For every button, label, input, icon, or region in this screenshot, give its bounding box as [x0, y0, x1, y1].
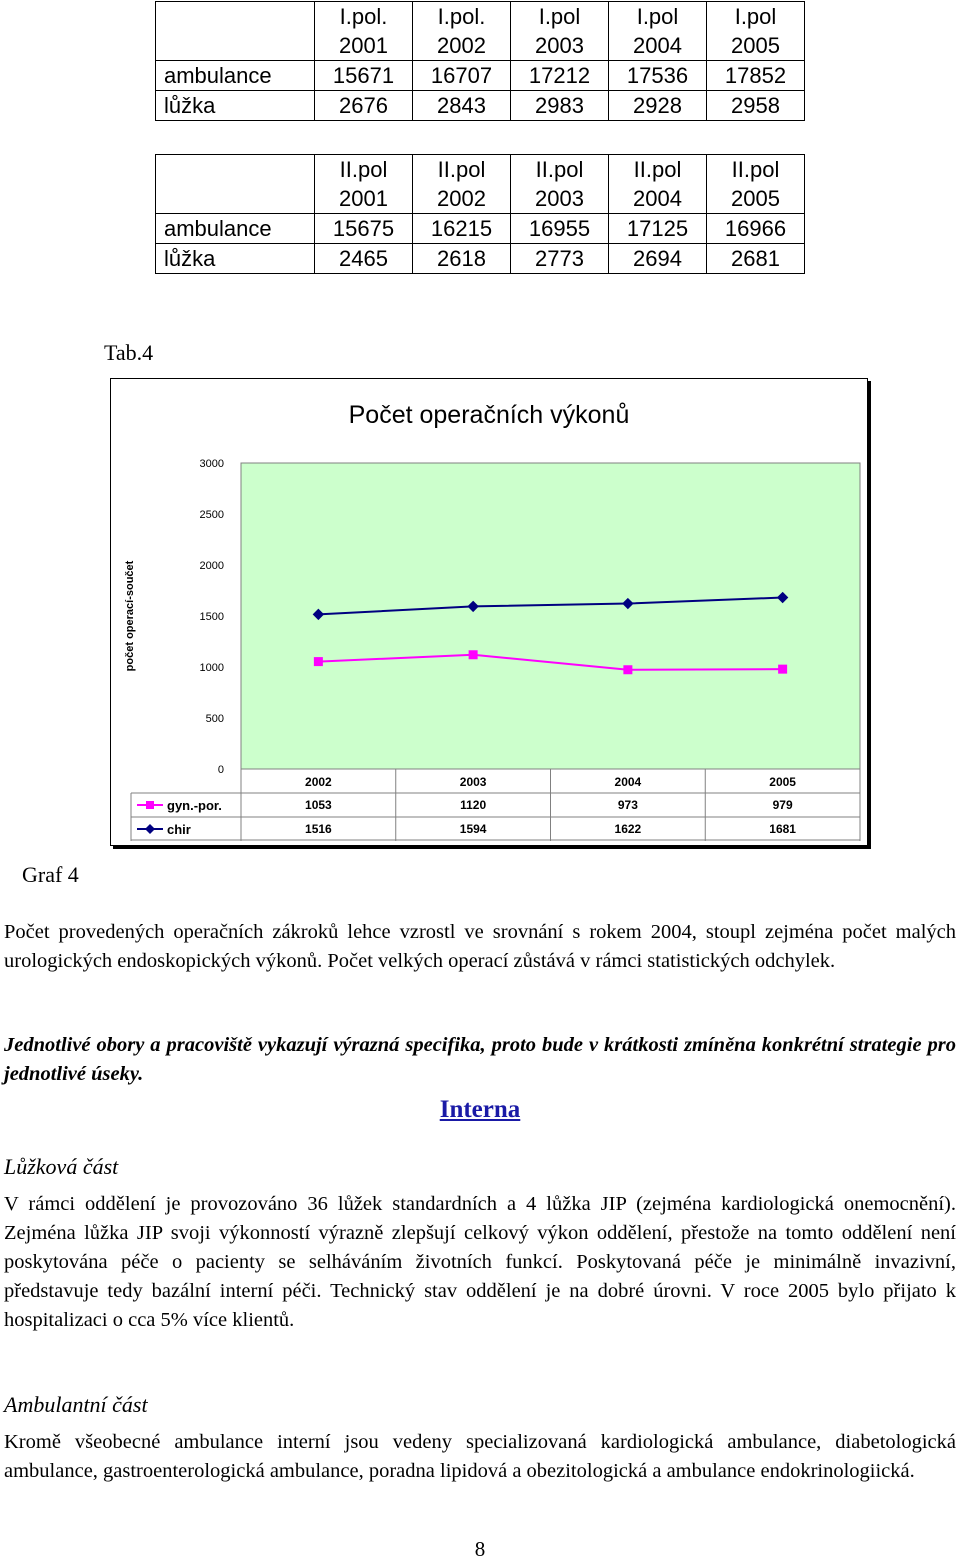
table-cell: 2983	[511, 91, 609, 121]
paragraph-ambulantni: Kromě všeobecné ambulance interní jsou vedeny specializovaná kardiologická ambulance, diabetologická ambulance, gastroenterologická ambulance, poradna lipidová a obezitologická a ambulance endokrinologiická.	[4, 1431, 956, 1482]
data-table-value: 1053	[305, 798, 332, 812]
data-table-value: 1516	[305, 822, 332, 836]
data-table-value: 1622	[614, 822, 642, 836]
data-table-value: 1594	[459, 822, 487, 836]
table-cell: 17212	[511, 61, 609, 91]
table-cell: 2676	[315, 91, 413, 121]
section-title-interna: Interna	[439, 1096, 521, 1123]
legend-key-marker	[145, 824, 155, 834]
table-cell: 2773	[511, 244, 609, 274]
heading-luzkova-cast: Lůžková část	[4, 1154, 119, 1179]
y-tick-label: 1000	[199, 662, 224, 674]
row-label: ambulance	[156, 214, 315, 244]
y-tick-label: 0	[217, 764, 224, 776]
data-table-value: 1120	[460, 798, 487, 812]
table-row	[156, 244, 805, 274]
row-label: lůžka	[156, 91, 315, 121]
y-tick-label: 1500	[199, 611, 224, 623]
table-cell: 17852	[707, 61, 805, 91]
chart-title: Počet operačních výkonů	[348, 401, 630, 429]
legend-label: gyn.-por.	[167, 798, 222, 813]
table-cell: 15675	[315, 214, 413, 244]
table-cell: 2843	[413, 91, 511, 121]
table-cell: 17536	[609, 61, 707, 91]
data-table-value: 979	[772, 798, 793, 812]
header-cell: I.pol 2003	[511, 2, 609, 61]
table-row	[156, 214, 805, 244]
y-tick-label: 3000	[199, 458, 224, 470]
table-cell: 17125	[609, 214, 707, 244]
table-cell: 16955	[511, 214, 609, 244]
paragraph-luzkova: V rámci oddělení je provozováno 36 lůžek standardních a 4 lůžka JIP (zejména kardiologická onemocnění). Zejména lůžka JIP svoji výkonností výrazně zlepšují celkový výkon oddělení, přestože na tomto oddělení není poskytována péče o pacienty se selháváním životních funkcí. Poskytovaná péče je minimálně invazivní, představuje tedy bazální interní péči. Technický stav oddělení je na dobré úrovni. V roce 2005 bylo přijato k hospitalizaci o cca 5% více klientů.	[4, 1193, 956, 1331]
header-cell: II.pol 2005	[707, 155, 805, 214]
table-cell: 15671	[315, 61, 413, 91]
table-cell: 2465	[315, 244, 413, 274]
line-chart	[111, 379, 867, 845]
header-cell: I.pol 2005	[707, 2, 805, 61]
table-first-half	[155, 1, 805, 121]
table-cell: 16215	[413, 214, 511, 244]
table-header-row	[156, 2, 805, 61]
page-number: 8	[474, 1537, 486, 1561]
legend-label: chir	[167, 822, 191, 837]
data-point-marker	[469, 651, 477, 659]
table-cell: 2681	[707, 244, 805, 274]
data-point-marker	[314, 658, 322, 666]
plot-area	[241, 463, 860, 769]
y-tick-label: 2500	[199, 509, 224, 521]
table-header-row	[156, 155, 805, 214]
empty-header-cell	[156, 2, 315, 61]
table-cell: 2694	[609, 244, 707, 274]
header-cell: I.pol. 2001	[315, 2, 413, 61]
y-tick-label: 500	[205, 713, 224, 725]
table-cell: 16707	[413, 61, 511, 91]
x-tick-label: 2005	[769, 775, 796, 789]
chart-frame	[110, 378, 868, 846]
table-row	[156, 91, 805, 121]
data-point-marker	[624, 666, 632, 674]
y-tick-label: 2000	[199, 560, 224, 572]
table-cell: 2928	[609, 91, 707, 121]
empty-header-cell	[156, 155, 315, 214]
paragraph-operations: Počet provedených operačních zákroků lehce vzrostl ve srovnání s rokem 2004, stoupl zejména počet malých urologických endoskopických výkonů. Počet velkých operací zůstává v rámci statistických odchylek.	[4, 921, 956, 972]
x-tick-label: 2004	[614, 775, 642, 789]
header-cell: II.pol 2004	[609, 155, 707, 214]
row-label: lůžka	[156, 244, 315, 274]
graph-caption: Graf 4	[22, 862, 79, 887]
data-table-value: 973	[617, 798, 638, 812]
table-row	[156, 61, 805, 91]
header-cell: II.pol 2003	[511, 155, 609, 214]
header-cell: II.pol 2001	[315, 155, 413, 214]
data-table-value: 1681	[769, 822, 796, 836]
header-cell: I.pol. 2002	[413, 2, 511, 61]
paragraph-strategy: Jednotlivé obory a pracoviště vykazují výrazná specifika, proto bude v krátkosti zmíněna konkrétní strategie pro jednotlivé úseky.	[4, 1034, 956, 1085]
heading-ambulantni-cast: Ambulantní část	[4, 1392, 148, 1417]
y-axis-label: počet operací-součet	[124, 560, 136, 672]
data-point-marker	[779, 665, 787, 673]
table-cell: 2618	[413, 244, 511, 274]
table-cell: 16966	[707, 214, 805, 244]
table-cell: 2958	[707, 91, 805, 121]
header-cell: I.pol 2004	[609, 2, 707, 61]
table-caption: Tab.4	[104, 340, 154, 365]
header-cell: II.pol 2002	[413, 155, 511, 214]
legend-key-marker	[146, 801, 154, 809]
row-label: ambulance	[156, 61, 315, 91]
x-tick-label: 2002	[305, 775, 332, 789]
table-second-half	[155, 154, 805, 274]
x-tick-label: 2003	[459, 775, 487, 789]
